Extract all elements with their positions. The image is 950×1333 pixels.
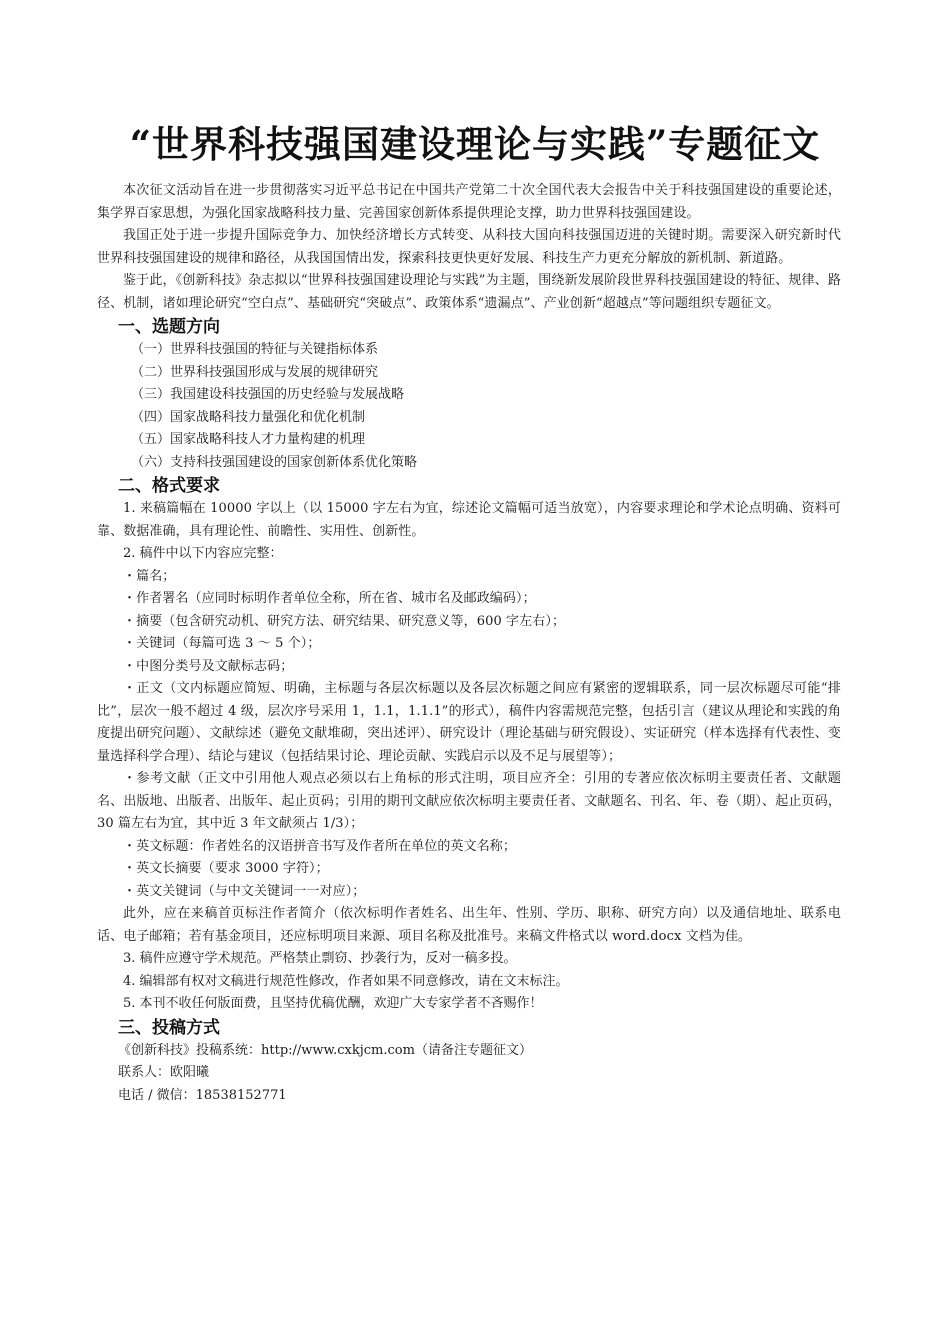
requirement-1: 1. 来稿篇幅在 10000 字以上（以 15000 字左右为宜，综述论文篇幅可适当放宽），内容要求理论和学术论点明确、资料可靠、数据准确，具有理论性、前瞻性、实用性、创新性。	[97, 501, 841, 539]
section-heading-topics: 一、选题方向	[118, 317, 220, 337]
topic-item: （六）支持科技强国建设的国家创新体系优化策略	[131, 454, 418, 470]
contact-person: 联系人：欧阳曦	[118, 1065, 210, 1080]
requirement-3: 3. 稿件应遵守学术规范。严格禁止剽窃、抄袭行为，反对一稿多投。	[123, 951, 517, 966]
section-heading-submission: 三、投稿方式	[118, 1017, 220, 1038]
topic-item: （一）世界科技强国的特征与关键指标体系	[131, 342, 379, 357]
requirement-bullet: ・正文（文内标题应简短、明确，主标题与各层次标题以及各层次标题之间应有紧密的逻辑联系，同一层次标题尽可能“排比”，层次一般不超过 4 级，层次序号采用 1，1.1，1.1.1”的形式），稿件内容需规范完整，包括引言（建议从理论和实践的角度提出研究问题）、文献综述（避免文献堆砌，突出述评）、研究设计（理论基础与研究假设）、实证研究（样本选择有代表性、变量选择科学合理）、结论与建议（包括结果讨论、理论贡献、实践启示以及不足与展望等）；	[97, 681, 841, 764]
requirement-bullet: ・摘要（包含研究动机、研究方法、研究结果、研究意义等，600 字左右）；	[123, 613, 566, 629]
topic-list	[97, 339, 841, 474]
requirement-extra: 此外，应在来稿首页标注作者简介（依次标明作者姓名、出生年、性别、学历、职称、研究方向）以及通信地址、联系电话、电子邮箱；若有基金项目，还应标明项目来源、项目名称及批准号。来稿文件格式以 word.docx 文档为佳。	[97, 906, 841, 944]
requirement-bullet: ・作者署名（应同时标明作者单位全称，所在省、城市名及邮政编码）；	[123, 591, 536, 606]
topic-item: （四）国家战略科技力量强化和优化机制	[131, 409, 366, 425]
requirement-bullet: ・参考文献（正文中引用他人观点必须以右上角标的形式注明，项目应齐全：引用的专著应依次标明主要责任者、文献题名、出版地、出版者、出版年、起止页码；引用的期刊文献应依次标明主要责任者、文献题名、刊名、年、卷（期）、起止页码，30 篇左右为宜，其中近 3 年文献须占 1/3）；	[97, 771, 841, 831]
intro-paragraph-1: 本次征文活动旨在进一步贯彻落实习近平总书记在中国共产党第二十次全国代表大会报告中关于科技强国建设的重要论述，集学界百家思想，为强化国家战略科技力量、完善国家创新体系提供理论支撑，助力世界科技强国建设。	[97, 183, 841, 221]
requirement-bullet: ・英文关键词（与中文关键词一一对应）；	[123, 883, 366, 899]
page-title: “世界科技强国建设理论与实践”专题征文	[129, 122, 821, 166]
requirement-bullet: ・关键词（每篇可选 3 ～ 5 个）；	[123, 636, 321, 651]
requirement-bullet: ・英文标题：作者姓名的汉语拼音书写及作者所在单位的英文名称；	[123, 838, 517, 854]
document-body	[97, 180, 841, 1107]
topic-item: （三）我国建设科技强国的历史经验与发展战略	[131, 387, 405, 402]
requirement-bullet: ・英文长摘要（要求 3000 字符）；	[123, 861, 329, 876]
topic-item: （五）国家战略科技人才力量构建的机理	[131, 432, 366, 447]
requirement-4: 4. 编辑部有权对文稿进行规范性修改，作者如果不同意修改，请在文末标注。	[123, 973, 569, 989]
section-heading-format: 二、格式要求	[118, 476, 220, 496]
intro-paragraph-3: 鉴于此，《创新科技》杂志拟以“世界科技强国建设理论与实践”为主题，围绕新发展阶段世界科技强国建设的特征、规律、路径、机制，诸如理论研究“空白点”、基础研究“突破点”、政策体系“遗漏点”、产业创新“超越点”等问题组织专题征文。	[97, 273, 841, 311]
contact-phone: 电话 / 微信：18538152771	[118, 1087, 287, 1103]
requirement-bullet: ・中图分类号及文献标志码；	[123, 658, 294, 674]
requirement-2: 2. 稿件中以下内容应完整：	[123, 546, 283, 561]
requirement-5: 5. 本刊不收任何版面费，且坚持优稿优酬，欢迎广大专家学者不吝赐作！	[123, 996, 543, 1011]
intro-paragraph-2: 我国正处于进一步提升国际竞争力、加快经济增长方式转变、从科技大国向科技强国迈进的关键时期。需要深入研究新时代世界科技强国建设的规律和路径，从我国国情出发，探索科技更快更好发展、科技生产力更充分解放的新机制、新道路。	[97, 228, 841, 266]
requirement-bullet: ・篇名；	[123, 568, 176, 584]
topic-item: （二）世界科技强国形成与发展的规律研究	[131, 364, 379, 380]
submission-system: 《创新科技》投稿系统：http://www.cxkjcm.com（请备注专题征文）	[118, 1042, 532, 1058]
